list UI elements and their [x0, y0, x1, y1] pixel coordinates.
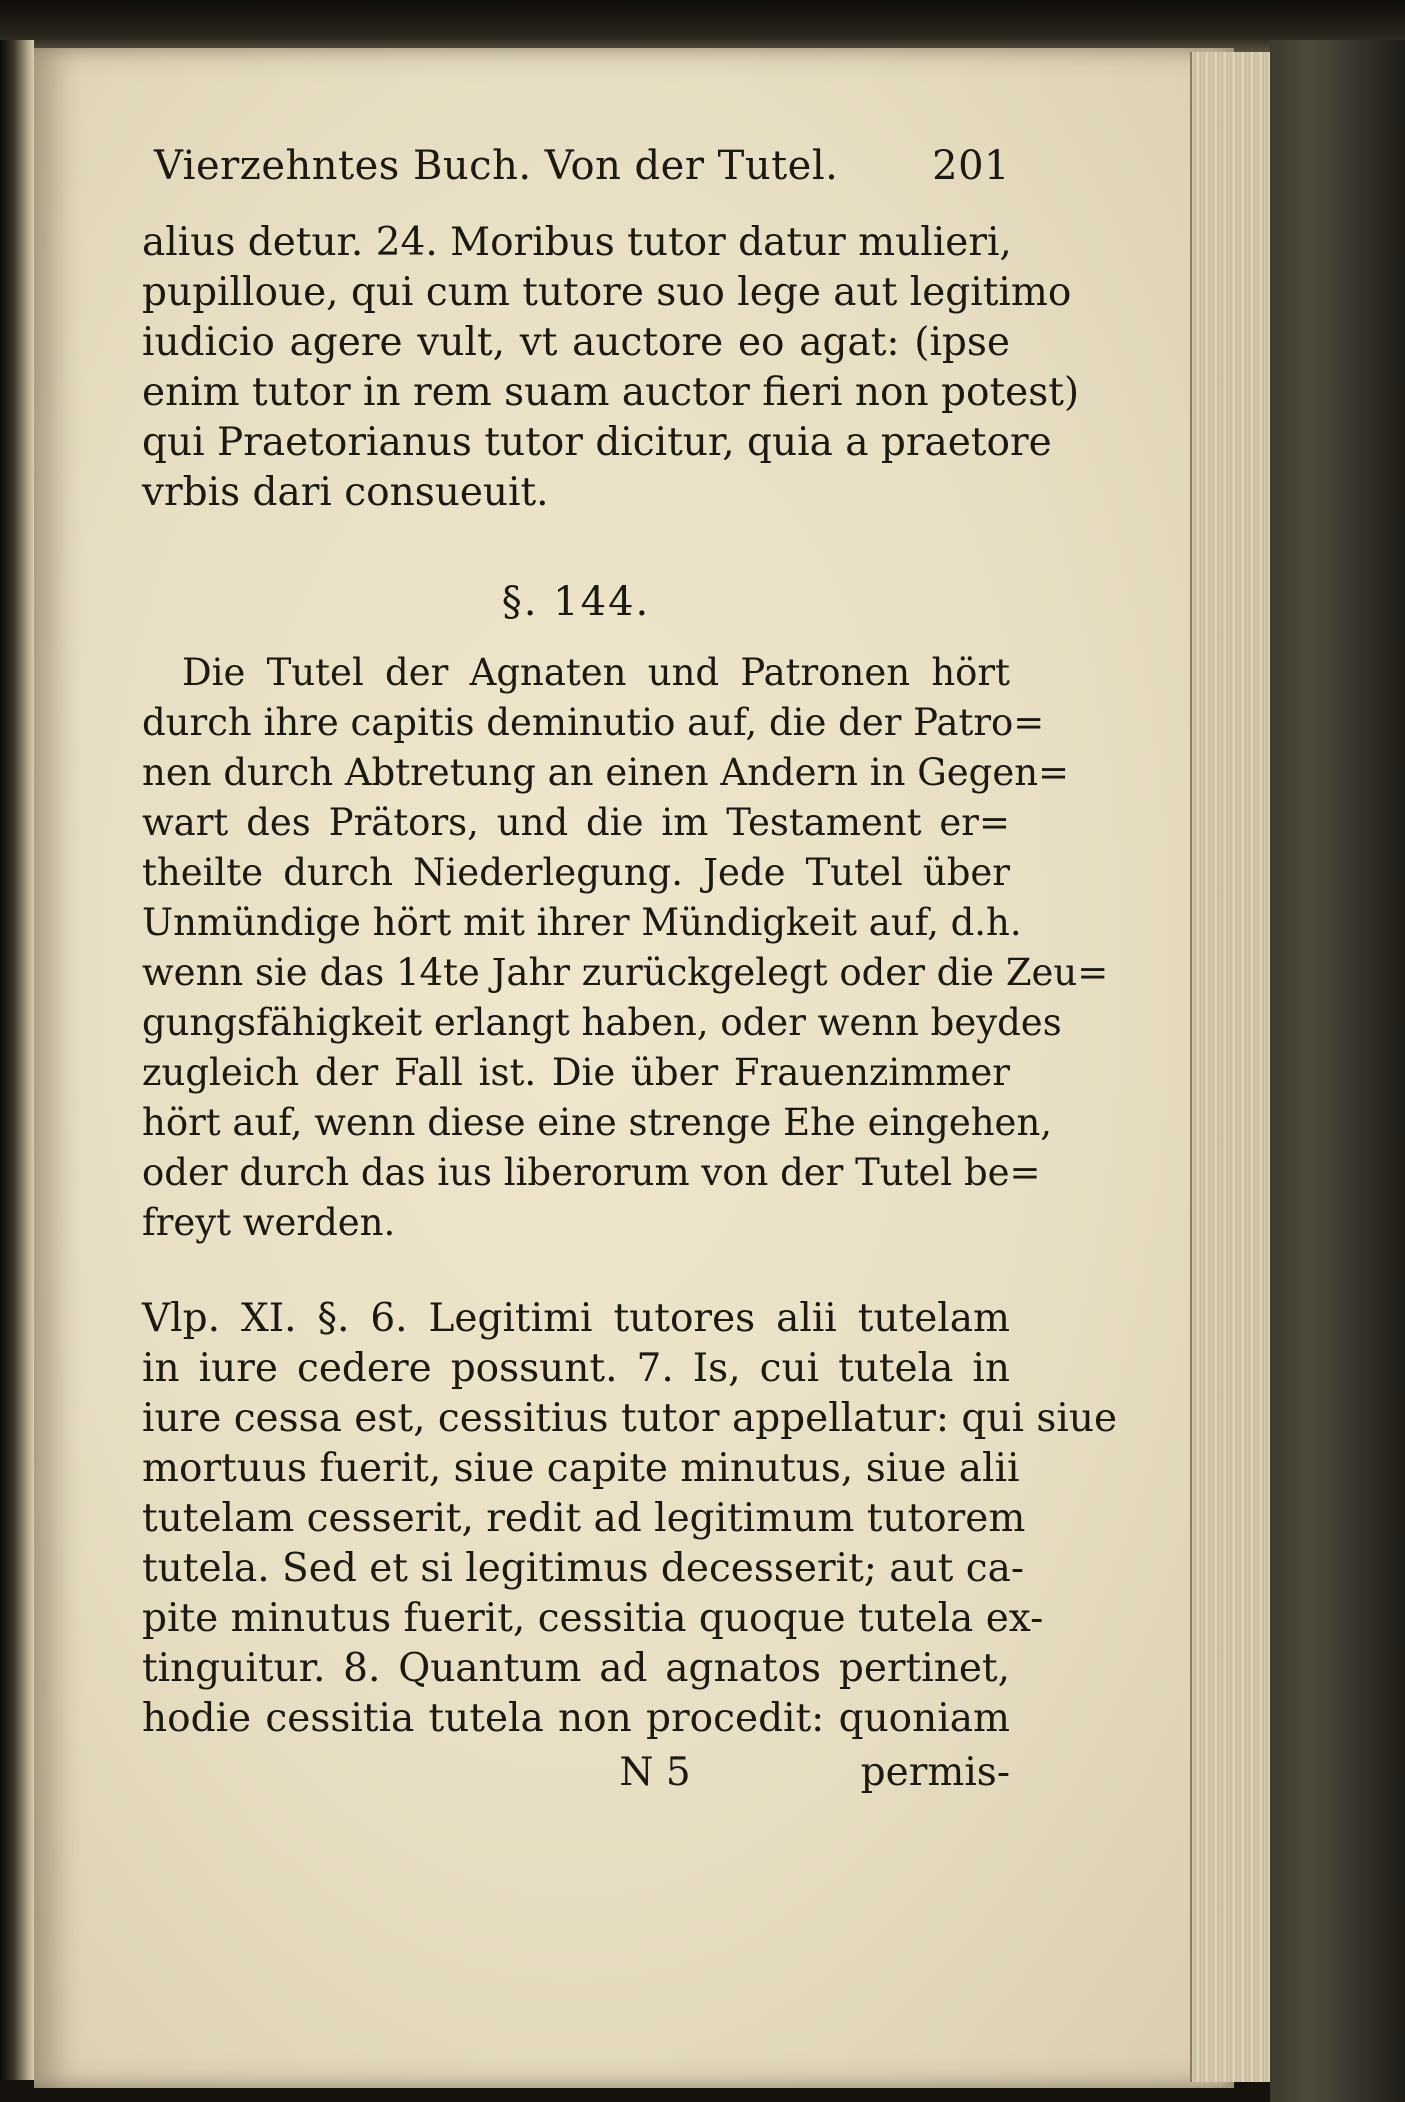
text-line: mortuus fuerit, siue capite minutus, siue alii: [142, 1446, 1020, 1491]
spacer: [142, 1248, 1010, 1294]
text-line: freyt werden.: [142, 1201, 396, 1244]
text-line: qui Praetorianus tutor dicitur, quia a praetore: [142, 420, 1052, 465]
text-line: tutela. Sed et si legitimus decesserit; aut ca-: [142, 1546, 1025, 1591]
section-heading: §. 144.: [501, 579, 651, 625]
text-line: nen durch Abtretung an einen Andern in Gegen=: [142, 751, 1070, 794]
text-line: enim tutor in rem suam auctor fieri non potest): [142, 370, 1080, 415]
page-footer: [142, 1748, 1010, 1798]
german-paragraph: [142, 648, 1109, 1248]
text-line: durch ihre capitis deminutio auf, die der Patro=: [142, 701, 1045, 744]
running-header: [154, 140, 1010, 192]
text-line: tinguitur. 8. Quantum ad agnatos pertinet,: [142, 1646, 1010, 1691]
text-line: wenn sie das 14te Jahr zurückgelegt oder die Zeu=: [142, 951, 1109, 994]
text-line: pite minutus fuerit, cessitia quoque tutela ex-: [142, 1596, 1044, 1641]
text-line: oder durch das ius liberorum von der Tutel be=: [142, 1151, 1041, 1194]
signature-mark: N 5: [619, 1750, 691, 1795]
latin-paragraph-2: [142, 1294, 1118, 1744]
text-line: wart des Prätors, und die im Testament er=: [142, 801, 1010, 844]
text-line: pupilloue, qui cum tutore suo lege aut legitimo: [142, 270, 1072, 315]
book-cover-edge: [1270, 40, 1405, 2102]
running-title: Vierzehntes Buch. Von der Tutel.: [154, 143, 839, 189]
text-line: in iure cedere possunt. 7. Is, cui tutela in: [142, 1346, 1010, 1391]
text-line: Die Tutel der Agnaten und Patronen hört: [182, 651, 1010, 694]
text-line: Vlp. XI. §. 6. Legitimi tutores alii tutelam: [142, 1296, 1010, 1341]
top-shadow: [0, 0, 1405, 52]
catchword: permis-: [860, 1750, 1010, 1795]
text-line: theilte durch Niederlegung. Jede Tutel über: [142, 851, 1010, 894]
text-line: iure cessa est, cessitius tutor appellatur: qui siue: [142, 1396, 1118, 1441]
gutter-edge: [0, 40, 34, 2080]
text-line: gungsfähigkeit erlangt haben, oder wenn beydes: [142, 1001, 1062, 1044]
page-text: [142, 140, 1118, 1798]
text-line: hört auf, wenn diese eine strenge Ehe eingehen,: [142, 1101, 1053, 1144]
text-line: zugleich der Fall ist. Die über Frauenzimmer: [142, 1051, 1010, 1094]
text-line: vrbis dari consueuit.: [142, 470, 549, 515]
text-line: hodie cessitia tutela non procedit: quoniam: [142, 1696, 1010, 1741]
latin-paragraph-1: [142, 218, 1080, 518]
text-line: Unmündige hört mit ihrer Mündigkeit auf, d.h.: [142, 901, 1022, 944]
text-line: tutelam cesserit, redit ad legitimum tutorem: [142, 1496, 1026, 1541]
page-number: 201: [932, 143, 1010, 189]
text-line: iudicio agere vult, vt auctore eo agat: (ipse: [142, 320, 1010, 365]
text-line: alius detur. 24. Moribus tutor datur mulieri,: [142, 220, 1012, 265]
